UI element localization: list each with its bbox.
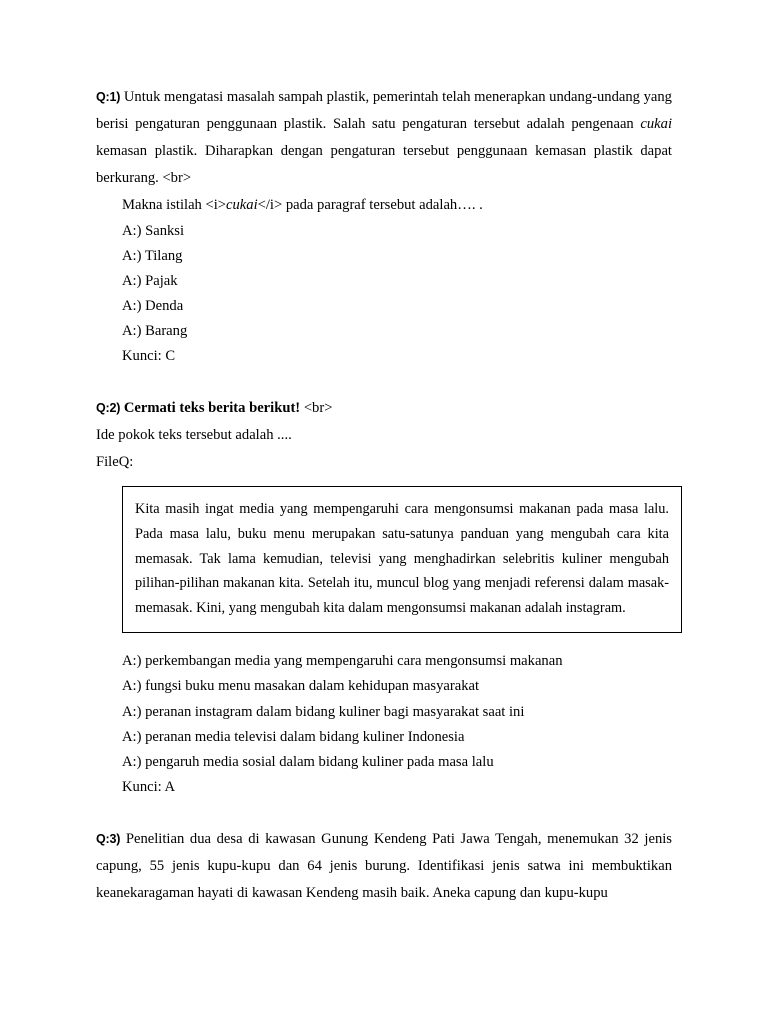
question-2-file-label: FileQ:: [96, 454, 134, 471]
answer-option: A:) peranan instagram dalam bidang kuliner bagi masyarakat saat ini: [122, 703, 525, 720]
answer-option: A:) Sanksi: [122, 222, 185, 239]
spacer: [96, 800, 672, 826]
question-1-prompt-italic: cukai: [226, 196, 258, 213]
answer-option: A:) peranan media televisi dalam bidang kuliner Indonesia: [122, 728, 465, 745]
question-3-paragraph: [96, 826, 672, 907]
question-2-passage-text: Kita masih ingat media yang mempengaruhi cara mengonsumsi makanan pada masa lalu. Pada masa lalu, buku menu merupakan satu-satunya panduan yang mengubah cara kita memasak. Tak lama kemudian, televisi yang menghadirkan selebritis kuliner mengubah pilihan-pilihan makanan kita. Setelah itu, muncul blog yang menjadi referensi dalam masak-memasak. Kini, yang mengubah kita dalam mengonsumsi makanan adalah instagram.: [135, 501, 669, 616]
question-1-answer-list: [96, 219, 672, 344]
spacer: [96, 633, 672, 649]
question-2-subline: Ide pokok teks tersebut adalah ....: [96, 427, 292, 444]
question-2-heading: [96, 395, 672, 422]
question-1-paragraph: [96, 84, 672, 192]
question-2-number: Q:2): [96, 401, 121, 416]
question-1-prompt-pre: Makna istilah <i>: [122, 196, 227, 213]
question-2-answer-list: [96, 649, 672, 774]
spacer: [96, 369, 672, 395]
question-2-heading-tag: <br>: [303, 400, 333, 417]
answer-option: A:) perkembangan media yang mempengaruhi cara mengonsumsi makanan: [122, 653, 563, 670]
answer-option: A:) Tilang: [122, 248, 183, 265]
answer-option: A:) pengaruh media sosial dalam bidang kuliner pada masa lalu: [122, 753, 494, 770]
question-1-text-part-1: Untuk mengatasi masalah sampah plastik, pemerintah telah menerapkan undang-undang yang berisi pengaturan penggunaan plastik. Salah satu pengaturan tersebut adalah pengenaan: [96, 89, 672, 132]
question-block-2: [96, 395, 672, 799]
answer-option: A:) fungsi buku menu masakan dalam kehidupan masyarakat: [122, 678, 480, 695]
question-block-3: [96, 826, 672, 907]
answer-option: A:) Denda: [122, 298, 184, 315]
question-3-number: Q:3): [96, 831, 121, 846]
question-1-prompt: [96, 192, 672, 219]
question-2-passage-box: [122, 486, 682, 633]
question-2-heading-text: Cermati teks berita berikut!: [123, 400, 301, 417]
question-1-text-part-2: kemasan plastik. Diharapkan dengan pengaturan tersebut penggunaan kemasan plastik dapat berkurang. <br>: [96, 142, 672, 186]
question-block-1: [96, 84, 672, 369]
question-1-term-italic: cukai: [640, 115, 672, 132]
question-1-prompt-post: </i> pada paragraf tersebut adalah…. .: [257, 196, 483, 213]
question-2-key: Kunci: A: [122, 778, 176, 795]
question-1-key: Kunci: C: [122, 348, 176, 365]
answer-option: A:) Pajak: [122, 273, 178, 290]
answer-option: A:) Barang: [122, 323, 188, 340]
question-3-text: Penelitian dua desa di kawasan Gunung Kendeng Pati Jawa Tengah, menemukan 32 jenis capung, 55 jenis kupu-kupu dan 64 jenis burung. Identifikasi jenis satwa ini membuktikan keanekaragaman hayati di kawasan Kendeng masih baik. Aneka capung dan kupu-kupu: [96, 830, 672, 901]
question-1-number: Q:1): [96, 90, 121, 104]
